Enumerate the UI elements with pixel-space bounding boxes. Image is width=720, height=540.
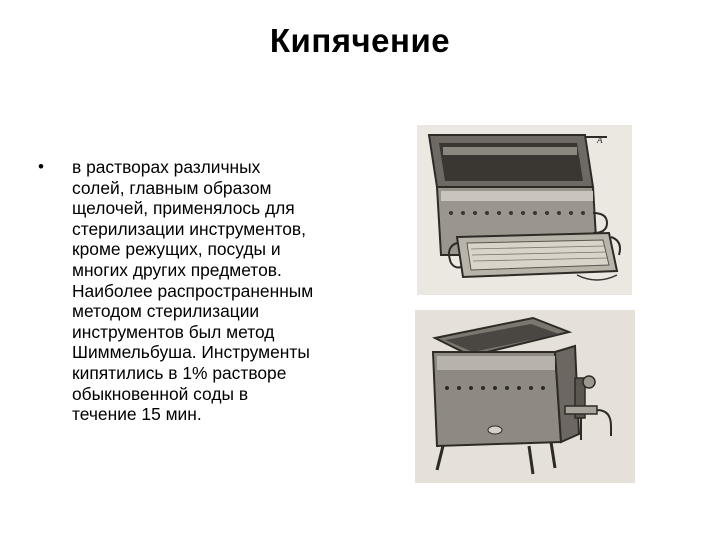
slide-title: Кипячение bbox=[269, 22, 451, 59]
bullet-line: обыкновенной соды в bbox=[72, 383, 249, 404]
bullet-line: стерилизации инструментов, bbox=[72, 218, 306, 239]
bullet-line: многих других предметов. bbox=[72, 259, 282, 280]
bullet-text bbox=[72, 157, 392, 425]
bullet-line: течение 15 мин. bbox=[72, 404, 202, 425]
label-a: А bbox=[597, 135, 603, 145]
sterilizer-burner-illustration bbox=[415, 310, 635, 483]
bullet-line: в растворах различных bbox=[72, 157, 261, 177]
bullet-line: Наиболее распространенным bbox=[72, 280, 314, 301]
bullet-marker: • bbox=[38, 157, 44, 176]
bullet-line: щелочей, применялось для bbox=[72, 198, 295, 219]
sterilizer-open-photo bbox=[417, 125, 632, 295]
bullet-line: Шиммельбуша. Инструменты bbox=[72, 342, 310, 363]
bullet-line: инструментов был метод bbox=[72, 321, 275, 342]
bullet-line: солей, главным образом bbox=[72, 177, 272, 198]
bullet-line: кипятились в 1% растворе bbox=[72, 362, 287, 383]
bullet-line: кроме режущих, посуды и bbox=[72, 239, 281, 260]
sterilizer-open-illustration bbox=[417, 125, 632, 295]
sterilizer-burner-photo bbox=[415, 310, 635, 483]
bullet-line: методом стерилизации bbox=[72, 301, 260, 322]
